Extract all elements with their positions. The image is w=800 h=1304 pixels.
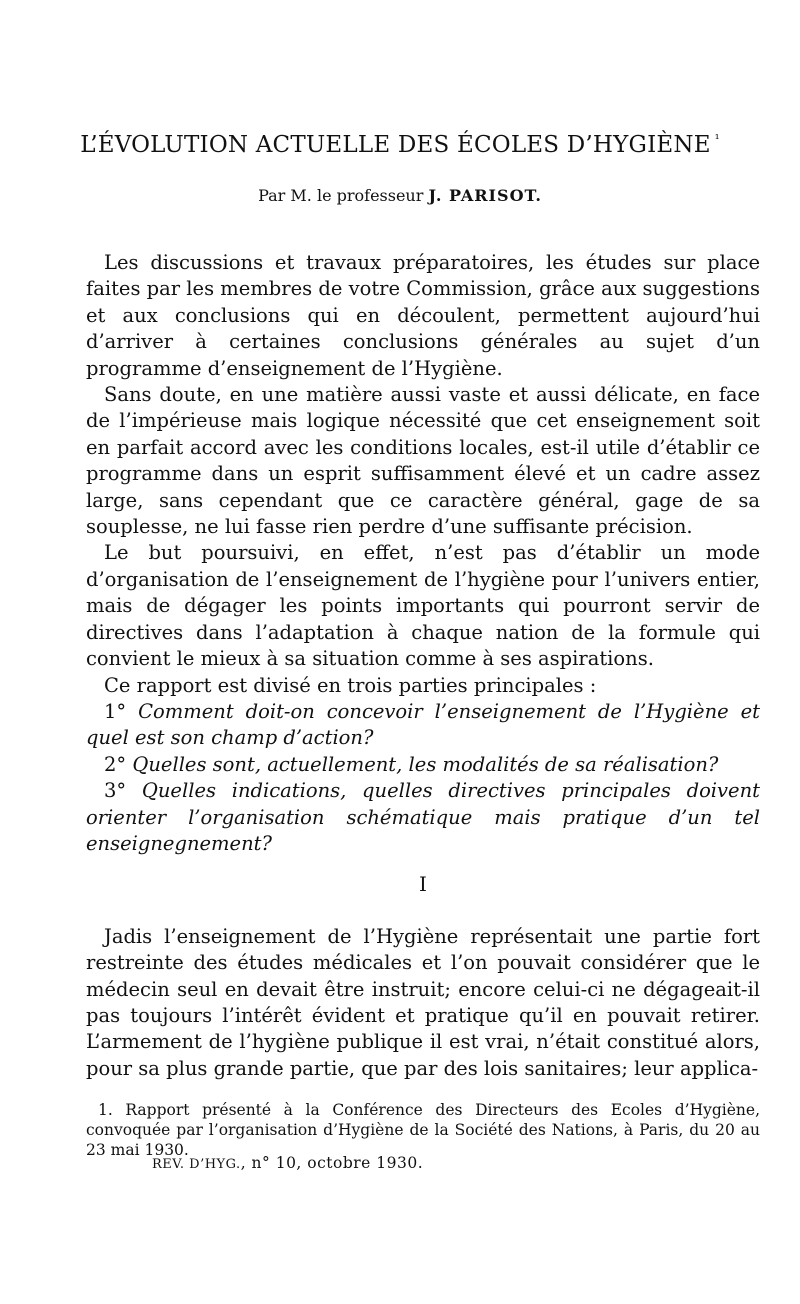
article-title-text: L’ÉVOLUTION ACTUELLE DES ÉCOLES D’HYGIÈNE	[80, 132, 711, 158]
question-1	[86, 699, 760, 752]
journal-reference	[152, 1154, 423, 1172]
byline-prefix: Par M. le professeur	[258, 186, 424, 205]
question-3	[86, 778, 760, 857]
section-heading: I	[419, 872, 427, 897]
paragraph-3: Le but poursuivi, en effet, n’est pas d’établir un mode d’organisation de l’enseignement de l’hygiène pour l’univers entier, mais de dégager les points importants qui pourront servir de directives dans l’adaptation à chaque nation de la formule qui convient le mieux à sa situation comme à ses aspirations.	[86, 541, 760, 671]
article-body	[86, 250, 760, 1082]
footnote-text: 1. Rapport présenté à la Conférence des Directeurs des Ecoles d’Hygiène, convoquée par l’organisation d’Hygiène de la Société des Nations, à Paris, du 20 au 23 mai 1930.	[86, 1101, 760, 1159]
question-2-text: Quelles sont, actuellement, les modalités de sa réalisation?	[132, 752, 719, 776]
question-3-number: 3°	[104, 779, 127, 803]
byline	[0, 186, 800, 205]
byline-author: J. PARISOT.	[428, 186, 542, 205]
journal-issue: , n° 10, octobre 1930.	[240, 1154, 424, 1172]
question-1-text: Comment doit-on concevoir l’enseignement de l’Hygiène et quel est son champ d’action?	[86, 699, 760, 750]
paragraph-1: Les discussions et travaux préparatoires, les études sur place faites par les membres de votre Commission, grâce aux suggestions et aux conclusions qui en découlent, permettent aujourd’hui d’arriver à certaines conclusions générales au sujet d’un programme d’enseignement de l’Hygiène.	[86, 251, 760, 380]
paragraph-4: Ce rapport est divisé en trois parties principales :	[104, 673, 597, 697]
paragraph-2: Sans doute, en une matière aussi vaste et aussi délicate, en face de l’impérieuse mais logique nécessité que cet enseignement soit en parfait accord avec les conditions locales, est-il utile d’établir ce programme dans un esprit suffisamment élevé et un cadre assez large, sans cependant que ce caractère général, gage de sa souplesse, ne lui fasse rien perdre d’une suffisante précision.	[86, 383, 760, 539]
question-3-text: Quelles indications, quelles directives principales doivent orienter l’organisation schématique mais pratique d’un tel enseignegnement?	[86, 779, 760, 855]
question-2-number: 2°	[104, 752, 127, 776]
section-paragraph: Jadis l’enseignement de l’Hygiène représentait une partie fort restreinte des études médicales et l’on pouvait considérer que le médecin seul en devait être instruit; encore celui-ci ne dégageait-il pas toujours l’intérêt évident et pratique qu’il en pouvait retirer. L’armement de l’hygiène publique il est vrai, n’était constitué alors, pour sa plus grande partie, que par des lois sanitaires; leur applica-	[86, 924, 760, 1080]
article-title	[0, 132, 800, 158]
footnote	[86, 1100, 760, 1160]
question-2	[86, 752, 760, 778]
question-1-number: 1°	[104, 699, 127, 723]
journal-abbreviation: REV. D’HYG.	[152, 1157, 241, 1172]
title-footnote-mark: ¹	[714, 132, 720, 147]
